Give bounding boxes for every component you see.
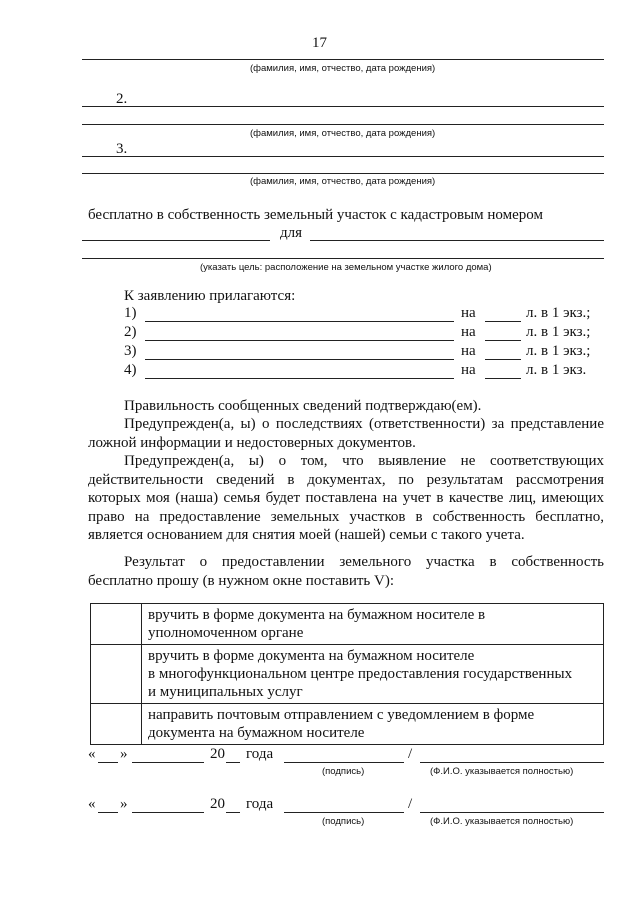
option-2-line-3: и муниципальных услуг (148, 684, 303, 700)
option-2-line-2: в многофункциональном центре предоставления государственных (148, 666, 573, 682)
option-2-line-1: вручить в форме документа на бумажном носителе (148, 648, 475, 664)
date-month-line[interactable] (132, 812, 204, 813)
date-quote-open: « (88, 746, 96, 762)
fio-line[interactable] (420, 812, 604, 813)
land-purpose-line[interactable] (310, 240, 604, 241)
result-option-3 (91, 704, 604, 745)
date-year-word: года (246, 746, 274, 762)
attachment-name-line[interactable] (145, 321, 454, 322)
attachment-name-line[interactable] (145, 359, 454, 360)
date-quote-close: » (120, 796, 128, 812)
attachment-na: на (461, 324, 476, 340)
date-day-line[interactable] (98, 762, 118, 763)
person-1-caption: (фамилия, имя, отчество, дата рождения) (250, 63, 436, 74)
option-checkbox-2[interactable] (91, 645, 142, 704)
result-option-2 (91, 645, 604, 704)
attachment-pages-line[interactable] (485, 340, 521, 341)
attachments-heading: К заявлению прилагаются: (124, 288, 296, 304)
warning-statement-2: Предупрежден(а, ы) о том, что выявление не соответствующих действительности сведений в документах, по результатам рассмотрения которых моя (наша) семья будет поставлена на учет в качестве лиц, имеющих право на предоставление земельных участков в собственность бесплатно, является основанием для снятия моей (нашей) семьи с такого учета. (88, 453, 604, 543)
fio-line[interactable] (420, 762, 604, 763)
attachment-num: 2) (124, 324, 137, 340)
date-month-line[interactable] (132, 762, 204, 763)
date-year-prefix: 20 (210, 746, 225, 762)
attachment-suffix: л. в 1 экз.; (526, 324, 591, 340)
result-option-1 (91, 604, 604, 645)
option-1-line-2: уполномоченном органе (148, 625, 304, 641)
date-year-prefix: 20 (210, 796, 225, 812)
attachment-num: 4) (124, 362, 137, 378)
attachment-na: на (461, 343, 476, 359)
person-2-number: 2. (116, 91, 128, 107)
date-year-word: года (246, 796, 274, 812)
attachment-num: 1) (124, 305, 137, 321)
option-checkbox-3[interactable] (91, 704, 142, 745)
fio-caption: (Ф.И.О. указывается полностью) (430, 816, 574, 827)
person-1-line[interactable] (82, 59, 604, 60)
option-label-3 (142, 704, 604, 745)
confirm-statement: Правильность сообщенных сведений подтверждаю(ем). (124, 398, 482, 414)
person-2-caption: (фамилия, имя, отчество, дата рождения) (250, 128, 436, 139)
land-caption: (указать цель: расположение на земельном участке жилого дома) (200, 262, 492, 273)
option-label-1 (142, 604, 604, 645)
person-3-number: 3. (116, 141, 128, 157)
attachment-suffix: л. в 1 экз. (526, 362, 587, 378)
person-3-line[interactable] (82, 156, 604, 157)
option-checkbox-1[interactable] (91, 604, 142, 645)
signature-slash: / (408, 746, 413, 762)
attachment-pages-line[interactable] (485, 359, 521, 360)
person-3-line-2[interactable] (82, 173, 604, 174)
signature-line[interactable] (284, 812, 404, 813)
option-label-2 (142, 645, 604, 704)
person-2-line[interactable] (82, 106, 604, 107)
attachment-suffix: л. в 1 экз.; (526, 305, 591, 321)
date-quote-open: « (88, 796, 96, 812)
option-1-line-1: вручить в форме документа на бумажном носителе в (148, 607, 486, 623)
attachment-pages-line[interactable] (485, 321, 521, 322)
date-day-line[interactable] (98, 812, 118, 813)
page-number: 17 (312, 35, 327, 51)
land-for-word: для (280, 225, 303, 241)
result-options-table (90, 603, 604, 745)
attachment-na: на (461, 362, 476, 378)
attachment-pages-line[interactable] (485, 378, 521, 379)
signature-caption: (подпись) (322, 766, 365, 777)
attachment-name-line[interactable] (145, 378, 454, 379)
signature-caption: (подпись) (322, 816, 365, 827)
attachment-na: на (461, 305, 476, 321)
date-quote-close: » (120, 746, 128, 762)
cadastral-number-line[interactable] (82, 240, 270, 241)
attachment-name-line[interactable] (145, 340, 454, 341)
option-3-line-2: документа на бумажном носителе (148, 725, 365, 741)
signature-line[interactable] (284, 762, 404, 763)
attachment-suffix: л. в 1 экз.; (526, 343, 591, 359)
person-3-caption: (фамилия, имя, отчество, дата рождения) (250, 176, 436, 187)
attachment-num: 3) (124, 343, 137, 359)
person-2-line-2[interactable] (82, 124, 604, 125)
result-text: Результат о предоставлении земельного участка в собственность бесплатно прошу (в нужном окне поставить V): (88, 554, 604, 589)
land-purpose-line-2[interactable] (82, 258, 604, 259)
signature-slash: / (408, 796, 413, 812)
fio-caption: (Ф.И.О. указывается полностью) (430, 766, 574, 777)
option-3-line-1: направить почтовым отправлением с уведомлением в форме (148, 707, 535, 723)
land-text: бесплатно в собственность земельный участок с кадастровым номером (88, 207, 543, 223)
date-year-line[interactable] (226, 812, 240, 813)
warning-statement-1: Предупрежден(а, ы) о последствиях (ответственности) за представление ложной информации и недостоверных документов. (88, 416, 604, 451)
date-year-line[interactable] (226, 762, 240, 763)
